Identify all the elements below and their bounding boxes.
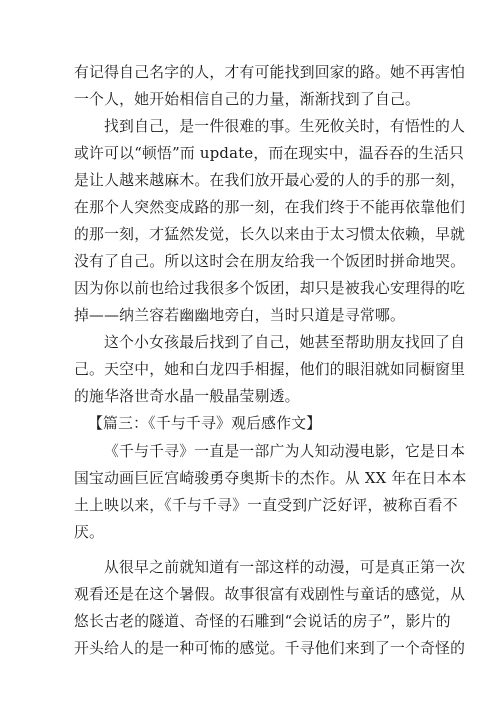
text-line: 土上映以来，《千与千寻》一直受到广泛好评，被称百看不 bbox=[74, 497, 458, 514]
text-line: 找到自己，是一件很难的事。生死攸关时，有悟性的人 bbox=[104, 118, 466, 135]
text-line: 己。天空中，她和白龙四手相握，他们的眼泪就如同橱窗里 bbox=[74, 361, 466, 378]
text-line: 或许可以“顿悟”而 update，而在现实中，温吞吞的生活只 bbox=[74, 145, 465, 162]
text-line: 的施华洛世奇水晶一般晶莹剔透。 bbox=[74, 388, 300, 405]
text-line: 是让人越来越麻木。在我们放开最心爱的人的手的那一刻， bbox=[74, 172, 466, 189]
text-line: 这个小女孩最后找到了自己，她甚至帮助朋友找回了自 bbox=[104, 334, 466, 351]
text-line: 悠长古老的隧道、奇怪的石雕到“会说话的房子”，影片的 bbox=[74, 613, 451, 630]
text-line: 观看还是在这个暑假。故事很富有戏剧性与童话的感觉，从 bbox=[74, 586, 466, 603]
text-line: 掉——纳兰容若幽幽地旁白，当时只道是寻常哪。 bbox=[74, 307, 406, 324]
text-line: 开头给人的是一种可怖的感觉。千寻他们来到了一个奇怪的 bbox=[74, 640, 466, 657]
section-heading: 【篇三：《千与千寻》观后感作文】 bbox=[88, 415, 322, 432]
text-line: 国宝动画巨匠宫崎骏勇夺奥斯卡的杰作。从 XX 年在日本本 bbox=[74, 470, 467, 487]
text-line: 的那一刻，才猛然发觉，长久以来由于太习惯太依赖，早就 bbox=[74, 226, 466, 243]
text-line: 没有了自己。所以这时会在朋友给我一个饭团时拼命地哭。 bbox=[74, 253, 466, 270]
text-line: 从很早之前就知道有一部这样的动漫，可是真正第一次 bbox=[104, 559, 466, 576]
text-line: 一个人，她开始相信自己的力量，渐渐找到了自己。 bbox=[74, 91, 421, 108]
text-line: 在那个人突然变成路的那一刻，在我们终于不能再依靠他们 bbox=[74, 199, 466, 216]
text-line: 厌。 bbox=[74, 524, 105, 541]
text-line: 有记得自己名字的人，才有可能找到回家的路。她不再害怕 bbox=[74, 64, 466, 81]
text-line: 《千与千寻》一直是一部广为人知动漫电影，它是日本 bbox=[104, 443, 466, 460]
text-line: 因为你以前也给过我很多个饭团，却只是被我心安理得的吃 bbox=[74, 280, 466, 297]
